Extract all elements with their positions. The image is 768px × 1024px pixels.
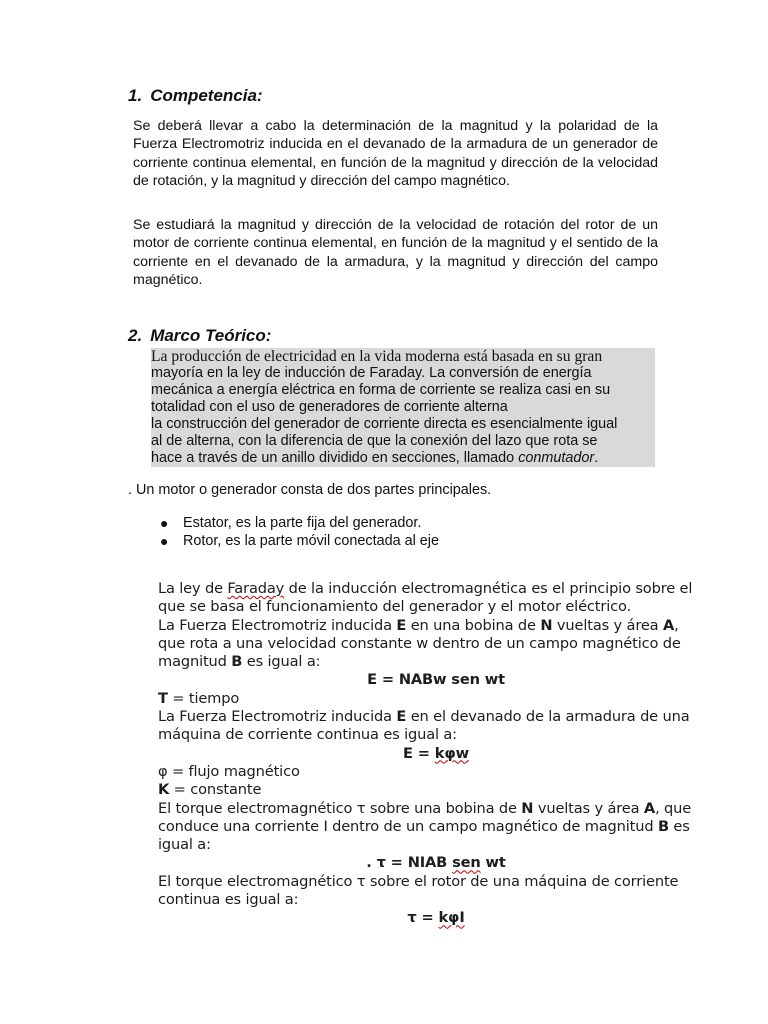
scan-line: que rota a una velocidad constante w dentro de un campo magnético de [158, 634, 681, 652]
parts-list [160, 514, 439, 550]
section-1-number: 1. [128, 86, 143, 105]
section-1-paragraph-1: Se deberá llevar a cabo la determinación de la magnitud y la polaridad de la Fuerza Electromotriz inducida en el devanado de la armadura de un generador de corriente continua elemental, en función de la magnitud y dirección de la velocidad de rotación, y la magnitud y dirección del campo magnético. [133, 118, 658, 190]
scan-line [158, 617, 714, 635]
scan-text: magnitud [158, 653, 232, 671]
symbol-B: B [231, 653, 243, 671]
equation-torque-machine [158, 909, 714, 927]
list-item-text: Rotor, es la parte móvil conectada al eje [183, 533, 439, 549]
sen-word: sen [452, 854, 481, 872]
symbol-T: T [158, 689, 168, 707]
symbol-B: B [657, 817, 669, 835]
symbol-A: A [643, 799, 656, 817]
highlight-line: la construcción del generador de corriente directa es esencialmente igual [151, 416, 618, 432]
scan-text: τ = [407, 909, 439, 927]
scan-text: es igual a: [242, 653, 321, 671]
scan-text: . τ = NIAB [366, 854, 453, 872]
scan-text: wt [480, 854, 506, 872]
scan-text: La Fuerza Electromotriz inducida [158, 708, 397, 726]
highlight-line-last [151, 450, 655, 467]
scan-line: φ = flujo magnético [158, 762, 300, 780]
section-2-title: Marco Teórico: [150, 326, 272, 345]
highlight-line: mecánica a energía eléctrica en forma de corriente se realiza casi en su [151, 382, 611, 398]
scan-text: La ley de [158, 580, 228, 597]
symbol-K: K [158, 781, 170, 799]
scan-text: en una bobina de [406, 616, 541, 634]
parts-intro: . Un motor o generador consta de dos partes principales. [128, 482, 492, 498]
scan-text: , que [655, 799, 692, 817]
scan-line [158, 580, 714, 598]
scan-line: que se basa el funcionamiento del generador y el motor eléctrico. [158, 598, 631, 616]
section-1-paragraph-2: Se estudiará la magnitud y dirección de la velocidad de rotación del rotor de un motor de corriente continua elemental, en función de la magnitud y el sentido de la corriente en el devanado de la armadura, y la magnitud y dirección del campo magnético. [133, 217, 658, 289]
list-item [160, 514, 439, 532]
scan-text: = tiempo [167, 689, 240, 707]
pasted-formula-image [158, 580, 714, 930]
highlight-line: mayoría en la ley de inducción de Faraday. La conversión de energía [151, 365, 592, 381]
scan-line [158, 781, 714, 799]
highlight-line: al de alterna, con la diferencia de que la conexión del lazo que rota se [151, 433, 598, 449]
scan-text: E = [403, 744, 435, 762]
scan-text: El torque electromagnético τ sobre una bobina de [158, 799, 522, 817]
equation-torque-coil [158, 854, 714, 872]
symbol-E: E [396, 616, 407, 634]
scan-line [158, 818, 714, 836]
symbol-E: E [396, 708, 407, 726]
scan-text: en el devanado de la armadura de una [406, 708, 690, 726]
scan-line: máquina de corriente continua es igual a: [158, 726, 457, 744]
scan-text: de la inducción electromagnética es el principio sobre el [284, 580, 693, 597]
conmutador-term: conmutador [518, 450, 595, 466]
scan-text: vueltas y área [533, 799, 644, 817]
scan-line [158, 708, 714, 726]
scan-line [158, 653, 714, 671]
symbol-A: A [662, 616, 675, 634]
scan-text: conduce una corriente I dentro de un campo magnético de magnitud [158, 817, 658, 835]
bullet-icon: ● [160, 515, 169, 531]
faraday-word: Faraday [227, 580, 285, 597]
scan-line [158, 690, 714, 708]
scan-line [158, 800, 714, 818]
equation-emf-machine [158, 745, 714, 763]
symbol-N: N [540, 616, 553, 634]
highlighted-paragraph [151, 348, 655, 467]
scan-line: continua es igual a: [158, 891, 299, 909]
symbol-N: N [521, 799, 534, 817]
equation-emf: E = NABw sen wt [367, 671, 505, 689]
kphiI-term: kφI [438, 909, 465, 927]
scan-text: La Fuerza Electromotriz inducida [158, 616, 397, 634]
scan-text: = constante [169, 781, 262, 799]
highlight-period: . [594, 450, 599, 466]
highlight-line: hace a través de un anillo dividido en secciones, llamado [151, 450, 519, 466]
highlight-line: La producción de electricidad en la vida moderna está basada en su gran [151, 348, 603, 365]
kphiw-term: kφw [434, 744, 469, 762]
list-item-text: Estator, es la parte fija del generador. [183, 515, 422, 531]
list-item [160, 532, 439, 550]
scan-line: igual a: [158, 836, 211, 854]
section-2-heading [128, 326, 271, 346]
scan-text: , [674, 616, 679, 634]
section-2-number: 2. [128, 326, 143, 345]
scan-line: El torque electromagnético τ sobre el rotor de una máquina de corriente [158, 872, 679, 890]
section-1-title: Competencia: [150, 86, 263, 105]
scan-text: es [668, 817, 690, 835]
scan-text: vueltas y área [552, 616, 663, 634]
highlight-line: totalidad con el uso de generadores de corriente alterna [151, 399, 508, 415]
bullet-icon: ● [160, 533, 169, 549]
section-1-heading [128, 86, 263, 106]
